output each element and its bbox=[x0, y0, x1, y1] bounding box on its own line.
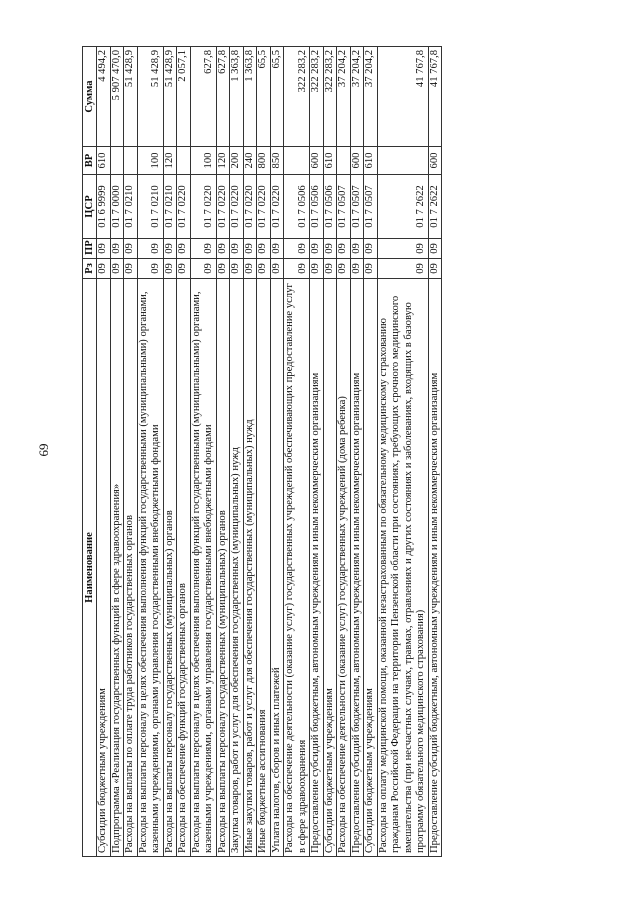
row-rz: 09 bbox=[243, 259, 257, 279]
row-csr: 01 7 0000 bbox=[110, 175, 124, 239]
row-rz: 09 bbox=[337, 259, 351, 279]
row-rz: 09 bbox=[284, 259, 310, 279]
row-rz: 09 bbox=[364, 259, 378, 279]
row-pr: 09 bbox=[284, 239, 310, 259]
row-sum: 1 363,8 bbox=[230, 47, 244, 147]
row-vr: 610 bbox=[323, 147, 337, 175]
row-vr: 850 bbox=[270, 147, 284, 175]
row-name: Подпрограмма «Реализация государственных функций в сфере здравоохранения» bbox=[110, 279, 124, 857]
header-name: Наименование bbox=[83, 279, 97, 857]
row-sum: 322 283,2 bbox=[310, 47, 324, 147]
row-rz: 09 bbox=[270, 259, 284, 279]
row-csr: 01 7 0220 bbox=[216, 175, 230, 239]
row-sum: 5 907 470,0 bbox=[110, 47, 124, 147]
row-pr: 09 bbox=[257, 239, 271, 259]
row-rz: 09 bbox=[216, 259, 230, 279]
row-pr: 09 bbox=[97, 239, 111, 259]
row-sum: 51 428,9 bbox=[137, 47, 163, 147]
row-name: Закупка товаров, работ и услуг для обеспечения государственных (муниципальных) нужд bbox=[230, 279, 244, 857]
row-sum: 51 428,9 bbox=[163, 47, 177, 147]
row-vr: 120 bbox=[163, 147, 177, 175]
row-vr bbox=[284, 147, 310, 175]
row-csr: 01 7 0506 bbox=[284, 175, 310, 239]
row-pr: 09 bbox=[270, 239, 284, 259]
table-row bbox=[230, 47, 244, 857]
row-vr bbox=[124, 147, 138, 175]
row-pr: 09 bbox=[110, 239, 124, 259]
header-rz: Рз bbox=[83, 259, 97, 279]
row-vr: 600 bbox=[310, 147, 324, 175]
row-rz: 09 bbox=[190, 259, 216, 279]
header-sum: Сумма bbox=[83, 47, 97, 147]
row-pr: 09 bbox=[337, 239, 351, 259]
table-row bbox=[270, 47, 284, 857]
row-vr: 610 bbox=[97, 147, 111, 175]
row-name: Субсидии бюджетным учреждениям bbox=[364, 279, 378, 857]
row-sum: 41 767,8 bbox=[428, 47, 442, 147]
header-vr: ВР bbox=[83, 147, 97, 175]
row-vr: 120 bbox=[216, 147, 230, 175]
row-vr bbox=[110, 147, 124, 175]
row-csr: 01 7 0210 bbox=[163, 175, 177, 239]
row-name: Расходы на выплаты персоналу в целях обеспечения выполнения функций государственными (муниципальными) органами, казенными учреждениями, органами управления государственными внебюджетными фондами bbox=[190, 279, 216, 857]
row-rz: 09 bbox=[377, 259, 428, 279]
row-csr: 01 7 2622 bbox=[377, 175, 428, 239]
row-vr bbox=[177, 147, 191, 175]
row-rz: 09 bbox=[110, 259, 124, 279]
page-number: 69 bbox=[36, 443, 51, 457]
row-csr: 01 7 0506 bbox=[323, 175, 337, 239]
table-row bbox=[364, 47, 378, 857]
row-name: Расходы на выплаты персоналу государственных (муниципальных) органов bbox=[216, 279, 230, 857]
table-row bbox=[428, 47, 442, 857]
header-csr: ЦСР bbox=[83, 175, 97, 239]
row-sum: 627,8 bbox=[216, 47, 230, 147]
row-name: Субсидии бюджетным учреждениям bbox=[323, 279, 337, 857]
row-csr: 01 7 2622 bbox=[428, 175, 442, 239]
row-rz: 09 bbox=[350, 259, 364, 279]
row-rz: 09 bbox=[310, 259, 324, 279]
row-rz: 09 bbox=[323, 259, 337, 279]
row-rz: 09 bbox=[124, 259, 138, 279]
table-row bbox=[310, 47, 324, 857]
table-body bbox=[97, 47, 442, 857]
row-csr: 01 7 0507 bbox=[337, 175, 351, 239]
row-name: Уплата налогов, сборов и иных платежей bbox=[270, 279, 284, 857]
table-row bbox=[350, 47, 364, 857]
row-name: Предоставление субсидий бюджетным, автономным учреждениям и иным некоммерческим организациям bbox=[428, 279, 442, 857]
row-pr: 09 bbox=[124, 239, 138, 259]
row-csr: 01 7 0220 bbox=[257, 175, 271, 239]
row-sum: 65,5 bbox=[257, 47, 271, 147]
row-name: Предоставление субсидий бюджетным, автономным учреждениям и иным некоммерческим организациям bbox=[310, 279, 324, 857]
header-pr: ПР bbox=[83, 239, 97, 259]
row-name: Расходы на обеспечение функций государственных органов bbox=[177, 279, 191, 857]
row-csr: 01 7 0220 bbox=[190, 175, 216, 239]
row-sum: 322 283,2 bbox=[284, 47, 310, 147]
row-name: Предоставление субсидий бюджетным, автономным учреждениям и иным некоммерческим организациям bbox=[350, 279, 364, 857]
row-csr: 01 7 0220 bbox=[230, 175, 244, 239]
row-pr: 09 bbox=[377, 239, 428, 259]
row-vr: 600 bbox=[350, 147, 364, 175]
row-pr: 09 bbox=[243, 239, 257, 259]
row-sum: 37 204,2 bbox=[364, 47, 378, 147]
row-rz: 09 bbox=[137, 259, 163, 279]
row-csr: 01 7 0506 bbox=[310, 175, 324, 239]
row-sum: 41 767,8 bbox=[377, 47, 428, 147]
row-rz: 09 bbox=[97, 259, 111, 279]
row-csr: 01 7 0220 bbox=[177, 175, 191, 239]
table-row bbox=[323, 47, 337, 857]
row-rz: 09 bbox=[177, 259, 191, 279]
row-csr: 01 7 0210 bbox=[124, 175, 138, 239]
table-header-row bbox=[83, 47, 97, 857]
row-pr: 09 bbox=[428, 239, 442, 259]
row-csr: 01 7 0507 bbox=[350, 175, 364, 239]
table-row bbox=[377, 47, 428, 857]
row-pr: 09 bbox=[190, 239, 216, 259]
row-sum: 37 204,2 bbox=[350, 47, 364, 147]
row-rz: 09 bbox=[230, 259, 244, 279]
row-pr: 09 bbox=[177, 239, 191, 259]
table-row bbox=[177, 47, 191, 857]
row-name: Расходы на выплаты персоналу государственных (муниципальных) органов bbox=[163, 279, 177, 857]
row-csr: 01 7 0220 bbox=[243, 175, 257, 239]
row-sum: 322 283,2 bbox=[323, 47, 337, 147]
row-rz: 09 bbox=[257, 259, 271, 279]
row-sum: 37 204,2 bbox=[337, 47, 351, 147]
row-csr: 01 7 0507 bbox=[364, 175, 378, 239]
table-row bbox=[137, 47, 163, 857]
table-row bbox=[284, 47, 310, 857]
row-sum: 51 428,9 bbox=[124, 47, 138, 147]
row-vr: 600 bbox=[428, 147, 442, 175]
row-rz: 09 bbox=[163, 259, 177, 279]
row-name: Расходы на выплаты персоналу в целях обеспечения выполнения функций государственными (муниципальными) органами, казенными учреждениями, органами управления государственными внебюджетными фондами bbox=[137, 279, 163, 857]
row-csr: 01 7 0210 bbox=[137, 175, 163, 239]
row-vr: 200 bbox=[230, 147, 244, 175]
table-row bbox=[216, 47, 230, 857]
row-sum: 65,5 bbox=[270, 47, 284, 147]
row-pr: 09 bbox=[216, 239, 230, 259]
row-pr: 09 bbox=[310, 239, 324, 259]
budget-table bbox=[82, 46, 442, 857]
row-name: Субсидии бюджетным учреждениям bbox=[97, 279, 111, 857]
row-pr: 09 bbox=[163, 239, 177, 259]
row-pr: 09 bbox=[137, 239, 163, 259]
row-pr: 09 bbox=[364, 239, 378, 259]
table-row bbox=[97, 47, 111, 857]
table-row bbox=[243, 47, 257, 857]
table-row bbox=[190, 47, 216, 857]
row-vr: 100 bbox=[190, 147, 216, 175]
row-sum: 627,8 bbox=[190, 47, 216, 147]
row-pr: 09 bbox=[350, 239, 364, 259]
table-row bbox=[163, 47, 177, 857]
row-name: Иные бюджетные ассигнования bbox=[257, 279, 271, 857]
row-name: Иные закупки товаров, работ и услуг для обеспечения государственных (муниципальных) нужд bbox=[243, 279, 257, 857]
table-row bbox=[110, 47, 124, 857]
row-vr bbox=[377, 147, 428, 175]
row-csr: 01 6 9999 bbox=[97, 175, 111, 239]
table-row bbox=[257, 47, 271, 857]
row-pr: 09 bbox=[230, 239, 244, 259]
row-sum: 4 494,2 bbox=[97, 47, 111, 147]
row-vr: 800 bbox=[257, 147, 271, 175]
row-vr: 610 bbox=[364, 147, 378, 175]
row-vr: 100 bbox=[137, 147, 163, 175]
row-vr: 240 bbox=[243, 147, 257, 175]
row-name: Расходы на выплаты по оплате труда работников государственных органов bbox=[124, 279, 138, 857]
row-sum: 1 363,8 bbox=[243, 47, 257, 147]
rotated-table-container bbox=[82, 47, 606, 857]
row-csr: 01 7 0220 bbox=[270, 175, 284, 239]
table-row bbox=[337, 47, 351, 857]
row-name: Расходы на обеспечение деятельности (оказание услуг) государственных учреждений (дома ребенка) bbox=[337, 279, 351, 857]
table-row bbox=[124, 47, 138, 857]
row-name: Расходы на оплату медицинской помощи, оказанной незастрахованным по обязательному медицинскому страхованию гражданам Российской Федерации на территории Пензенской области при состояниях, требующих срочного медицинского вмешательства (при несчастных случаях, травмах, отравлениях и других состояниях и заболеваниях, входящих в базовую программу обязательного медицинского страхования) bbox=[377, 279, 428, 857]
row-name: Расходы на обеспечение деятельности (оказание услуг) государственных учреждений обеспечивающих предоставление услуг в сфере здравоохранения bbox=[284, 279, 310, 857]
row-rz: 09 bbox=[428, 259, 442, 279]
row-sum: 2 057,1 bbox=[177, 47, 191, 147]
row-vr bbox=[337, 147, 351, 175]
row-pr: 09 bbox=[323, 239, 337, 259]
